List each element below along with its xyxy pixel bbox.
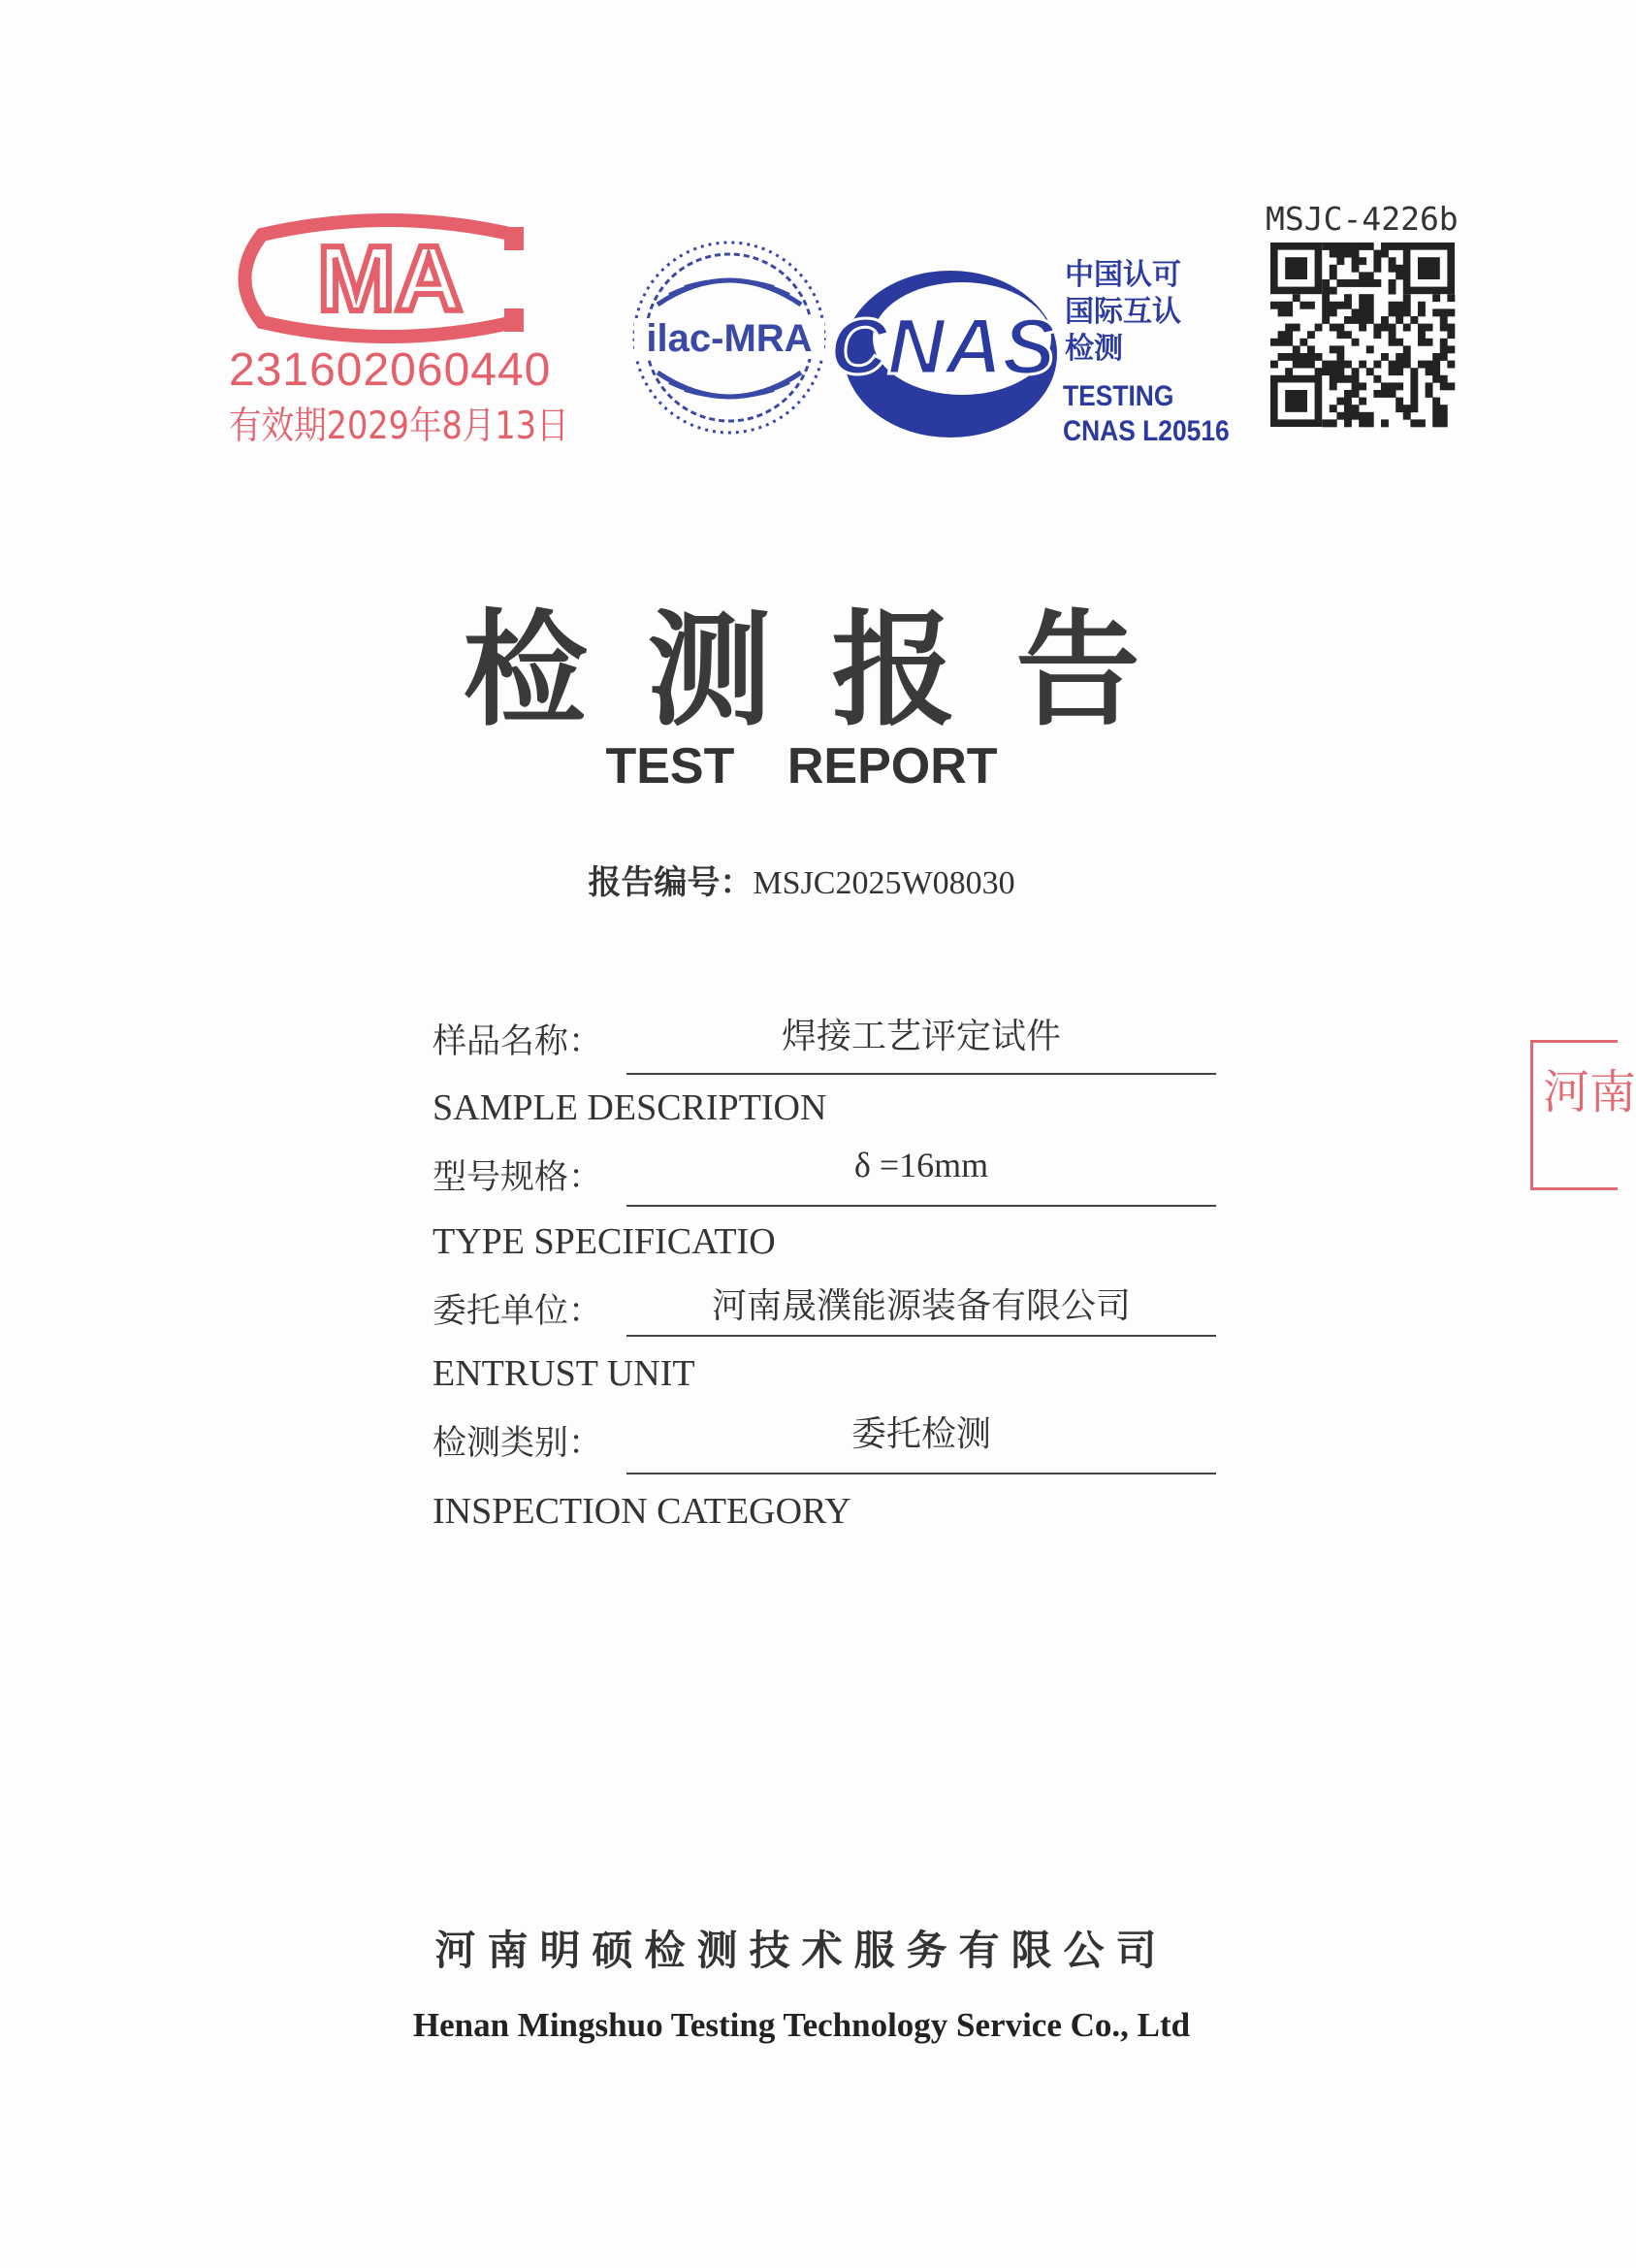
ilac-globe-icon (628, 237, 830, 438)
field-label: 委托单位： (433, 1292, 603, 1331)
cnas-chinese-text (1065, 257, 1181, 368)
field-underline (626, 1335, 1216, 1337)
field-label: 检测类别： (433, 1424, 603, 1463)
side-stamp (1530, 1040, 1636, 1190)
field-value: 委托检测 (850, 1414, 991, 1454)
field-value: 焊接工艺评定试件 (781, 1017, 1061, 1056)
cnas-swoosh-icon (829, 257, 1067, 451)
field-value: 河南晟濮能源装备有限公司 (711, 1286, 1131, 1326)
ilac-mra-seal (628, 237, 830, 438)
cma-stamp (223, 215, 569, 458)
cnas-en-line: CNAS L20516 (1063, 415, 1230, 447)
field-label-en: TYPE SPECIFICATIO (433, 1221, 776, 1262)
report-number-label: 报告编号： (588, 863, 754, 902)
report-number-value: MSJC2025W08030 (753, 865, 1015, 901)
field-label-en: SAMPLE DESCRIPTION (433, 1087, 827, 1128)
field-underline (626, 1073, 1216, 1075)
qr-code-label: MSJC-4226b (1266, 200, 1459, 238)
cnas-cn-line: 国际互认 (1065, 295, 1181, 329)
qr-code-icon (1270, 243, 1455, 427)
ilac-mark: ilac-MRA (646, 317, 813, 360)
cma-validity: 有效期2029年8月13日 (229, 405, 569, 448)
cnas-english-text (1063, 379, 1230, 449)
cnas-en-line: TESTING (1063, 380, 1174, 412)
field-value: δ =16mm (853, 1146, 989, 1184)
field-label-en: INSPECTION CATEGORY (433, 1491, 851, 1532)
side-stamp-text: 河南 (1543, 1065, 1636, 1119)
cma-logo-icon (223, 215, 553, 341)
cma-number: 231602060440 (229, 344, 552, 396)
report-number (0, 856, 1603, 903)
field-underline (626, 1473, 1216, 1474)
report-title-cn: 检测报告 (463, 599, 1201, 743)
report-title-en: TEST REPORT (605, 738, 998, 794)
cnas-mark: CNAS (829, 303, 1056, 391)
cnas-logo (829, 257, 1230, 451)
field-label: 型号规格： (433, 1158, 603, 1197)
field-label-en: ENTRUST UNIT (433, 1353, 695, 1394)
company-name-en: Henan Mingshuo Testing Technology Service Co., Ltd (412, 2006, 1191, 2044)
cnas-cn-line: 中国认可 (1065, 258, 1181, 292)
field-underline (626, 1205, 1216, 1207)
cnas-cn-line: 检测 (1065, 332, 1123, 366)
field-label: 样品名称： (433, 1022, 603, 1061)
svg-text:MA: MA (317, 227, 463, 331)
company-name-cn: 河南明硕检测技术服务有限公司 (434, 1927, 1169, 1974)
